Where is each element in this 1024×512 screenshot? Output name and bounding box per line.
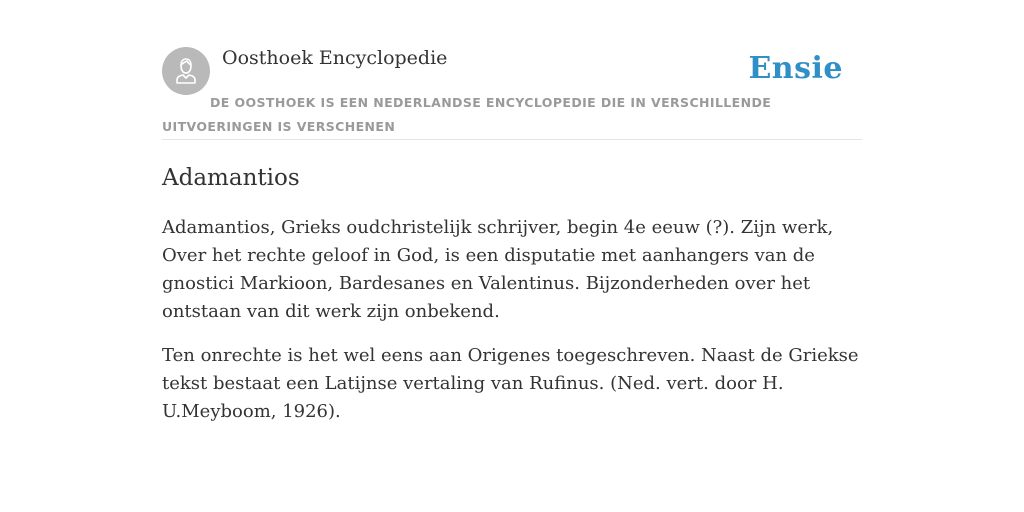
article-paragraph: Ten onrechte is het wel eens aan Origenes toegeschreven. Naast de Griekse tekst bestaat een Latijnse vertaling van Rufinus. (Ned. vert. door H. U.Meyboom, 1926).: [162, 345, 859, 422]
source-name[interactable]: Oosthoek Encyclopedie: [222, 47, 448, 69]
source-avatar[interactable]: [162, 47, 210, 95]
user-icon: [162, 47, 210, 95]
source-header: [162, 46, 862, 140]
article-paragraph: Adamantios, Grieks oudchristelijk schrijver, begin 4e eeuw (?). Zijn werk, Over het rechte geloof in God, is een disputatie met aanhangers van de gnostici Markioon, Bardesanes en Valentinus. Bijzonderheden over het ontstaan van dit werk zijn onbekend.: [162, 217, 834, 322]
source-description: DE OOSTHOEK IS EEN NEDERLANDSE ENCYCLOPEDIE DIE IN VERSCHILLENDE UITVOERINGEN IS VERSCHENEN: [162, 95, 772, 134]
article: [162, 160, 862, 442]
brand-logo[interactable]: Ensie: [748, 51, 843, 86]
article-title: Adamantios: [162, 165, 300, 191]
